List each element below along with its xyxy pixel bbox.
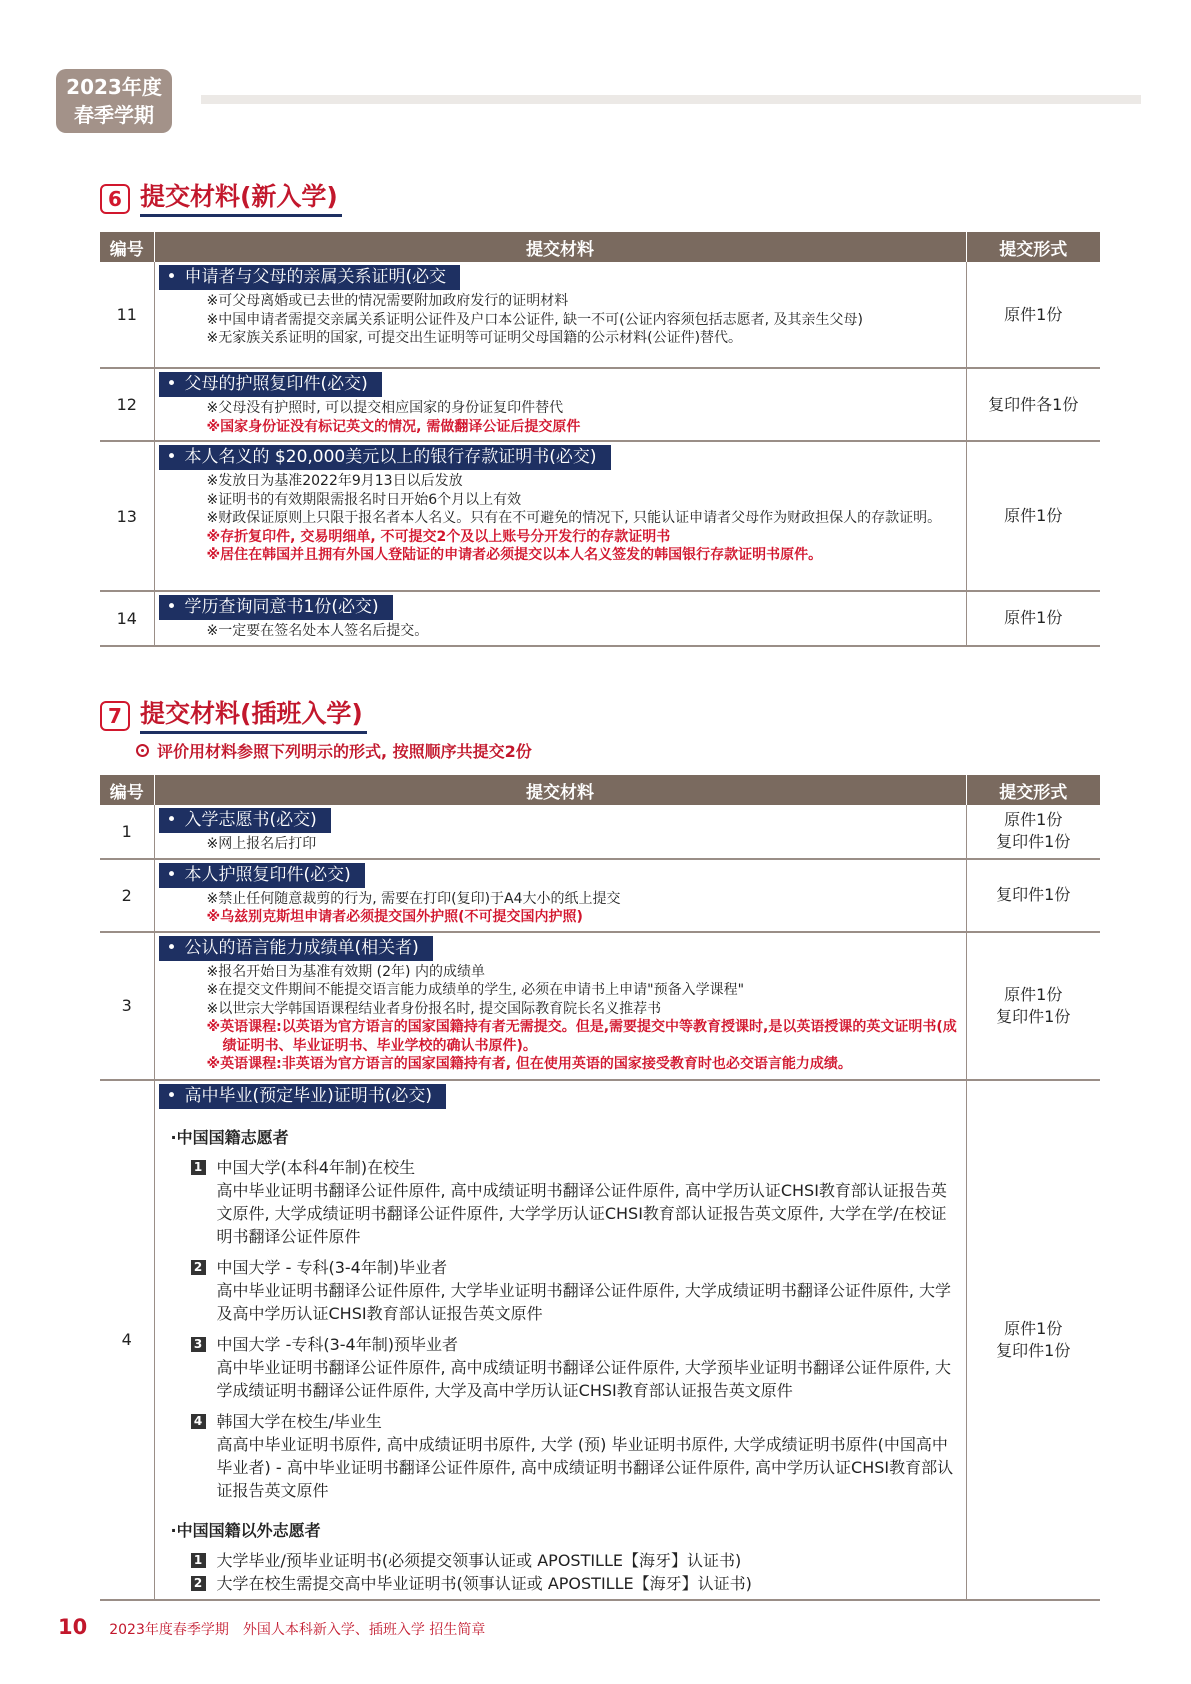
material-warning: ※ 英语课程:非英语为官方语言的国家国籍持有者, 但在使用英语的国家接受教育时也必交语言能力成绩。 [207,1055,958,1074]
item-body: 高高中毕业证明书原件, 高中成绩证明书原件, 大学 (预) 毕业证明书原件, 大学成绩证明书原件(中国高中毕业者) - 高中毕业证明书翻译公证件原件, 高中成绩证明书翻译公证件原件, 高中学历认证CHSI教育部认证报告英文原件 [216,1434,954,1500]
material-note: ※ 无家族关系证明的国家, 可提交出生证明等可证明父母国籍的公示材料(公证件)替代。 [207,329,958,348]
row-materials [154,368,966,441]
item-heading: 中国大学(本科4年制)在校生 [216,1157,416,1177]
row-form: 复印件各1份 [966,368,1100,441]
material-note: ※ 可父母离婚或已去世的情况需要附加政府发行的证明材料 [207,292,958,311]
material-note: ※ 以世宗大学韩国语课程结业者身份报名时, 提交国际教育院长名义推荐书 [207,1000,958,1019]
row-number: 12 [100,368,154,441]
material-note: ※ 财政保证原则上只限于报名者本人名义。只有在不可避免的情况下, 只能认证申请者父母作为财政担保人的存款证明。 [207,509,958,528]
col-header-form: 提交形式 [966,775,1100,805]
item-body: 高中毕业证明书翻译公证件原件, 高中成绩证明书翻译公证件原件, 高中学历认证CHSI教育部认证报告英文原件, 大学成绩证明书翻译公证件原件, 大学学历认证CHSI教育部认证报告英文原件, 大学在学/在校证明书翻译公证件原件 [216,1180,947,1246]
form-line: 复印件1份 [996,885,1071,904]
page-number: 10 [58,1615,88,1639]
material-note: ※ 网上报名后打印 [207,835,958,854]
form-line: 原件1份 [1004,1318,1063,1338]
material-warning: ※ 居住在韩国并且拥有外国人登陆证的申请者必须提交以本人名义签发的韩国银行存款证明书原件。 [207,546,958,565]
row-materials [154,932,966,1080]
form-line: 复印件1份 [996,1006,1071,1026]
number-box-icon: 1 [191,1553,206,1568]
number-box-icon: 3 [191,1337,206,1352]
list-item [191,1333,958,1402]
row-number: 13 [100,441,154,591]
section-6-title [100,181,342,217]
table-row [100,262,1100,368]
material-title: • 本人护照复印件(必交) [159,863,365,888]
material-warning: ※ 英语课程:以英语为官方语言的国家国籍持有者无需提交。但是,需要提交中等教育授课时,是以英语授课的英文证明书(成绩证明书、毕业证明书、毕业学校的确认书原件)。 [207,1018,958,1055]
material-note: ※ 报名开始日为基准有效期 (2年) 内的成绩单 [207,963,958,982]
row-materials [154,441,966,591]
form-line: 原件1份 [1004,810,1063,830]
material-title: • 入学志愿书(必交) [159,808,331,833]
row-form [966,932,1100,1080]
section-heading: 提交材料(插班入学) [140,699,367,734]
page-footer [58,1615,485,1639]
col-header-no: 编号 [100,775,154,805]
materials-table-transfer [100,775,1100,1601]
materials-table-new [100,232,1100,647]
year-badge [56,69,172,133]
row-number: 1 [100,805,154,859]
item-heading: 韩国大学在校生/毕业生 [216,1411,382,1431]
top-divider-bar [201,95,1141,104]
table-row [100,1080,1100,1600]
material-title: • 高中毕业(预定毕业)证明书(必交) [159,1084,447,1109]
table-row [100,368,1100,441]
section-number-icon: 6 [100,184,130,214]
material-title: • 父母的护照复印件(必交) [159,372,382,397]
table-row [100,591,1100,646]
section-7-note [136,739,532,762]
row-materials [154,262,966,368]
material-note: ※ 中国申请者需提交亲属关系证明公证件及户口本公证件, 缺一不可(公证内容须包括志愿者, 及其亲生父母) [207,311,958,330]
form-line: 原件1份 [1004,984,1063,1004]
number-box-icon: 1 [191,1160,206,1175]
item-heading: 中国大学 -专科(3-4年制)预毕业者 [216,1334,458,1354]
table-row [100,859,1100,932]
row-form: 原件1份 [966,441,1100,591]
number-box-icon: 4 [191,1414,206,1429]
material-title: • 申请者与父母的亲属关系证明(必交 [159,265,461,290]
material-warning: ※ 国家身份证没有标记英文的情况, 需做翻译公证后提交原件 [207,418,958,437]
material-note: ※ 禁止任何随意裁剪的行为, 需要在打印(复印)于A4大小的纸上提交 [207,890,958,909]
item-heading: 大学毕业/预毕业证明书(必须提交领事认证或 APOSTILLE【海牙】认证书) [216,1550,742,1570]
col-header-materials: 提交材料 [154,775,966,805]
material-title: • 学历查询同意书1份(必交) [159,595,393,620]
item-body: 高中毕业证明书翻译公证件原件, 大学毕业证明书翻译公证件原件, 大学成绩证明书翻译公证件原件, 大学及高中学历认证CHSI教育部认证报告英文原件 [216,1280,952,1323]
table-header-row [100,232,1100,262]
section-note-text: 评价用材料参照下列明示的形式, 按照顺序共提交2份 [157,742,532,761]
item-body: 高中毕业证明书翻译公证件原件, 高中成绩证明书翻译公证件原件, 大学预毕业证明书翻译公证件原件, 大学成绩证明书翻译公证件原件, 大学及高中学历认证CHSI教育部认证报告英文原件 [216,1357,952,1400]
col-header-form: 提交形式 [966,232,1100,262]
footer-title: 外国人本科新入学、插班入学 招生简章 [242,1622,486,1638]
col-header-no: 编号 [100,232,154,262]
row-materials [154,805,966,859]
list-item [191,1549,958,1572]
row-number: 3 [100,932,154,1080]
list-item [191,1156,958,1248]
list-item [191,1410,958,1502]
table-row [100,932,1100,1080]
group-label-chinese: · 中国国籍志愿者 [171,1125,958,1148]
material-title: • 本人名义的 $20,000美元以上的银行存款证明书(必交) [159,445,611,470]
section-number-icon: 7 [100,701,130,731]
number-box-icon: 2 [191,1260,206,1275]
table-row [100,805,1100,859]
table-row [100,441,1100,591]
material-warning: ※ 存折复印件, 交易明细单, 不可提交2个及以上账号分开发行的存款证明书 [207,528,958,547]
material-note: ※ 在提交文件期间不能提交语言能力成绩单的学生, 必须在申请书上申请"预备入学课程" [207,981,958,1000]
material-note: ※ 发放日为基准2022年9月13日以后发放 [207,472,958,491]
row-form [966,805,1100,859]
badge-year: 2023年度 [66,75,162,99]
row-form [966,1080,1100,1600]
badge-term: 春季学期 [74,103,154,127]
col-header-materials: 提交材料 [154,232,966,262]
row-form: 原件1份 [966,591,1100,646]
table-header-row [100,775,1100,805]
material-warning: ※ 乌兹别克斯坦申请者必须提交国外护照(不可提交国内护照) [207,908,958,927]
row-form: 原件1份 [966,262,1100,368]
material-note: ※ 一定要在签名处本人签名后提交。 [207,622,958,641]
row-number: 4 [100,1080,154,1600]
section-heading: 提交材料(新入学) [140,182,342,217]
row-number: 11 [100,262,154,368]
row-materials [154,591,966,646]
item-heading: 中国大学 - 专科(3-4年制)毕业者 [216,1257,448,1277]
row-number: 14 [100,591,154,646]
row-materials [154,859,966,932]
row-number: 2 [100,859,154,932]
item-heading: 大学在校生需提交高中毕业证明书(领事认证或 APOSTILLE【海牙】认证书) [216,1573,752,1593]
row-materials [154,1080,966,1600]
material-note: ※ 证明书的有效期限需报名时日开始6个月以上有效 [207,491,958,510]
material-note: ※ 父母没有护照时, 可以提交相应国家的身份证复印件替代 [207,399,958,418]
form-line: 复印件1份 [996,832,1071,852]
footer-term: 2023年度春季学期 [109,1622,229,1638]
material-title: • 公认的语言能力成绩单(相关者) [159,936,433,961]
list-item [191,1256,958,1325]
form-line: 复印件1份 [996,1340,1071,1360]
row-form [966,859,1100,932]
section-7-title [100,698,367,734]
list-item [191,1572,958,1595]
group-label-foreign: · 中国国籍以外志愿者 [171,1518,958,1541]
number-box-icon: 2 [191,1576,206,1591]
bullet-circle-icon [136,744,149,757]
